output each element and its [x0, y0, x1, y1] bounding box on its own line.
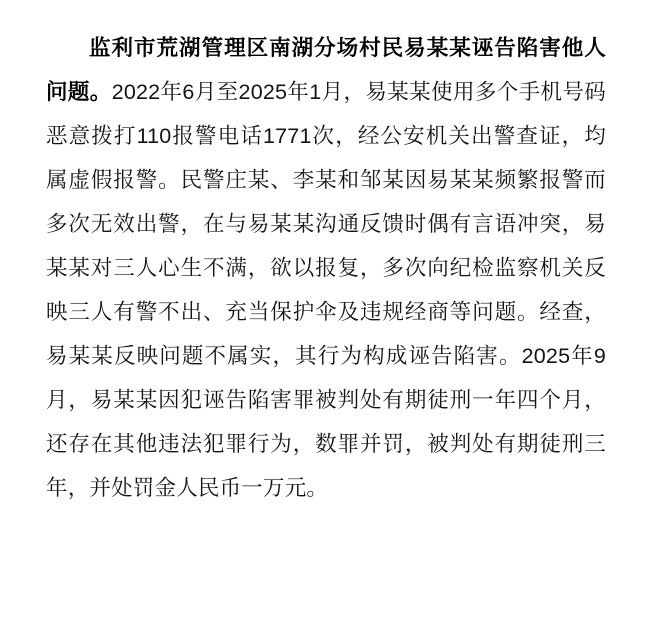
article-body	[46, 26, 606, 510]
case-paragraph	[46, 26, 606, 510]
case-title: 监利市荒湖管理区南湖分场村民易某某诬告陷害他人问题。	[46, 36, 606, 104]
case-description: 2022年6月至2025年1月，易某某使用多个手机号码恶意拨打110报警电话1771次，经公安机关出警查证，均属虚假报警。民警庄某、李某和邹某因易某某频繁报警而多次无效出警，在与易某某沟通反馈时偶有言语冲突，易某某对三人心生不满，欲以报复，多次向纪检监察机关反映三人有警不出、充当保护伞及违规经商等问题。经查，易某某反映问题不属实，其行为构成诬告陷害。2025年9月，易某某因犯诬告陷害罪被判处有期徒刑一年四个月，还存在其他违法犯罪行为，数罪并罚，被判处有期徒刑三年，并处罚金人民币一万元。	[46, 80, 606, 500]
